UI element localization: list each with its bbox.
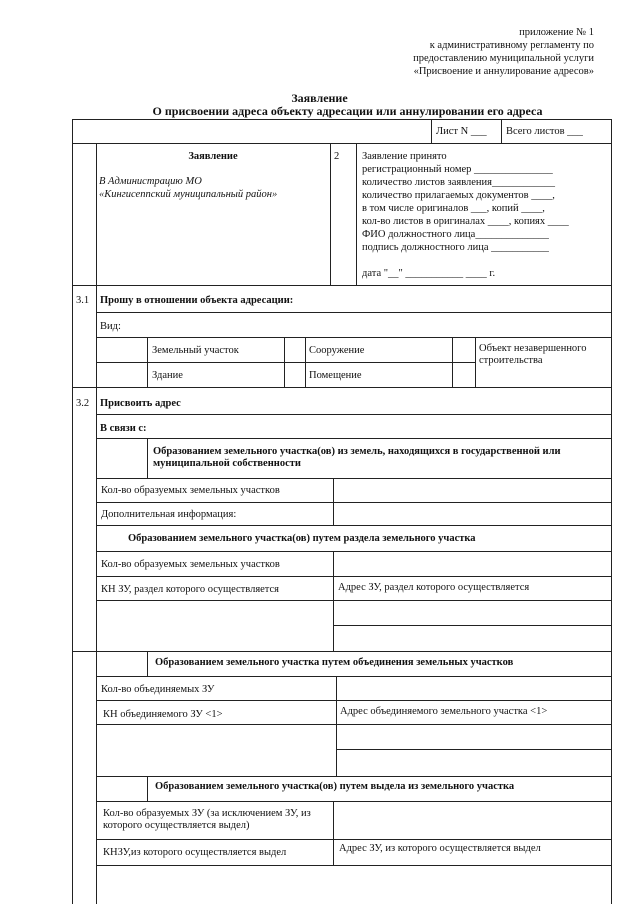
kind-land: Земельный участок: [152, 345, 239, 356]
division-title: Образованием земельного участка(ов) путем раздела земельного участка: [128, 533, 476, 544]
accepted-line: Заявление принято: [362, 151, 447, 162]
accepted-date-line: дата "__" ___________ ____ г.: [362, 268, 496, 279]
accepted-line: ФИО должностного лица______________: [362, 229, 549, 240]
table-border: [96, 143, 97, 904]
kn-division-label: КН ЗУ, раздел которого осуществляется: [101, 584, 280, 595]
form-subtitle: О присвоении адреса объекту адресации или аннулировании его адреса: [152, 104, 543, 118]
block1-heading: Заявление: [188, 151, 238, 162]
due-to-label: В связи с:: [100, 423, 147, 434]
count-allotment-label: Кол-во образуемых ЗУ (за исключением ЗУ, из которого осуществляется выдел): [103, 808, 311, 831]
kind-building: Здание: [152, 370, 183, 381]
block2-number: 2: [334, 151, 340, 162]
recipient-line-1: В Администрацию МО: [99, 176, 202, 187]
merge-title: Образованием земельного участка путем объединения земельных участков: [155, 657, 514, 668]
section-3-1-title: Прошу в отношении объекта адресации:: [100, 295, 294, 306]
total-sheets: Всего листов ___: [506, 126, 583, 137]
addr-merged-label: Адрес объединяемого земельного участка <1>: [340, 706, 548, 717]
accepted-line: количество листов заявления____________: [362, 177, 555, 188]
section-3-2-title: Присвоить адрес: [100, 398, 181, 409]
appendix-line-4: «Присвоение и аннулирование адресов»: [413, 66, 594, 77]
appendix-line-1: приложение № 1: [519, 27, 594, 38]
addr-division-label: Адрес ЗУ, раздел которого осуществляется: [338, 582, 530, 593]
section-3-1-number: 3.1: [76, 295, 90, 306]
form-title: Заявление: [291, 91, 348, 105]
table-border: [72, 119, 73, 904]
accepted-line: кол-во листов в оригиналах ____, копиях ____: [362, 216, 569, 227]
additional-info-label: Дополнительная информация:: [101, 509, 237, 520]
addr-allotment-label: Адрес ЗУ, из которого осуществляется выдел: [339, 843, 541, 854]
kind-structure: Сооружение: [309, 345, 365, 356]
accepted-line: регистрационный номер _______________: [362, 164, 553, 175]
kn-merged-label: КН объединяемого ЗУ <1>: [103, 709, 223, 720]
accepted-line: в том числе оригиналов ___, копий ____,: [362, 203, 545, 214]
section-3-2-number: 3.2: [76, 398, 90, 409]
kind-unfinished: Объект незавершенного строительства: [479, 343, 587, 366]
accepted-line: подпись должностного лица ___________: [362, 242, 549, 253]
kind-label: Вид:: [100, 321, 121, 332]
count-formed-label: Кол-во образуемых земельных участков: [101, 485, 280, 496]
table-border: [611, 119, 612, 904]
allotment-title: Образованием земельного участка(ов) путем выдела из земельного участка: [155, 781, 515, 792]
appendix-line-2: к административному регламенту по: [429, 40, 594, 51]
appendix-line-3: предоставлению муниципальной услуги: [413, 53, 594, 64]
recipient-line-2: «Кингисеппский муниципальный район»: [99, 189, 278, 200]
kn-allotment-label: КНЗУ,из которого осуществляется выдел: [103, 847, 287, 858]
kind-premises: Помещение: [309, 370, 362, 381]
accepted-line: количество прилагаемых документов ____,: [362, 190, 555, 201]
formation-public-title: Образованием земельного участка(ов) из земель, находящихся в государственной или муниципальной собственности: [153, 446, 561, 469]
count-formed-2-label: Кол-во образуемых земельных участков: [101, 559, 280, 570]
table-border: [72, 119, 612, 120]
sheet-number: Лист N ___: [436, 126, 487, 137]
count-merged-label: Кол-во объединяемых ЗУ: [101, 684, 215, 695]
